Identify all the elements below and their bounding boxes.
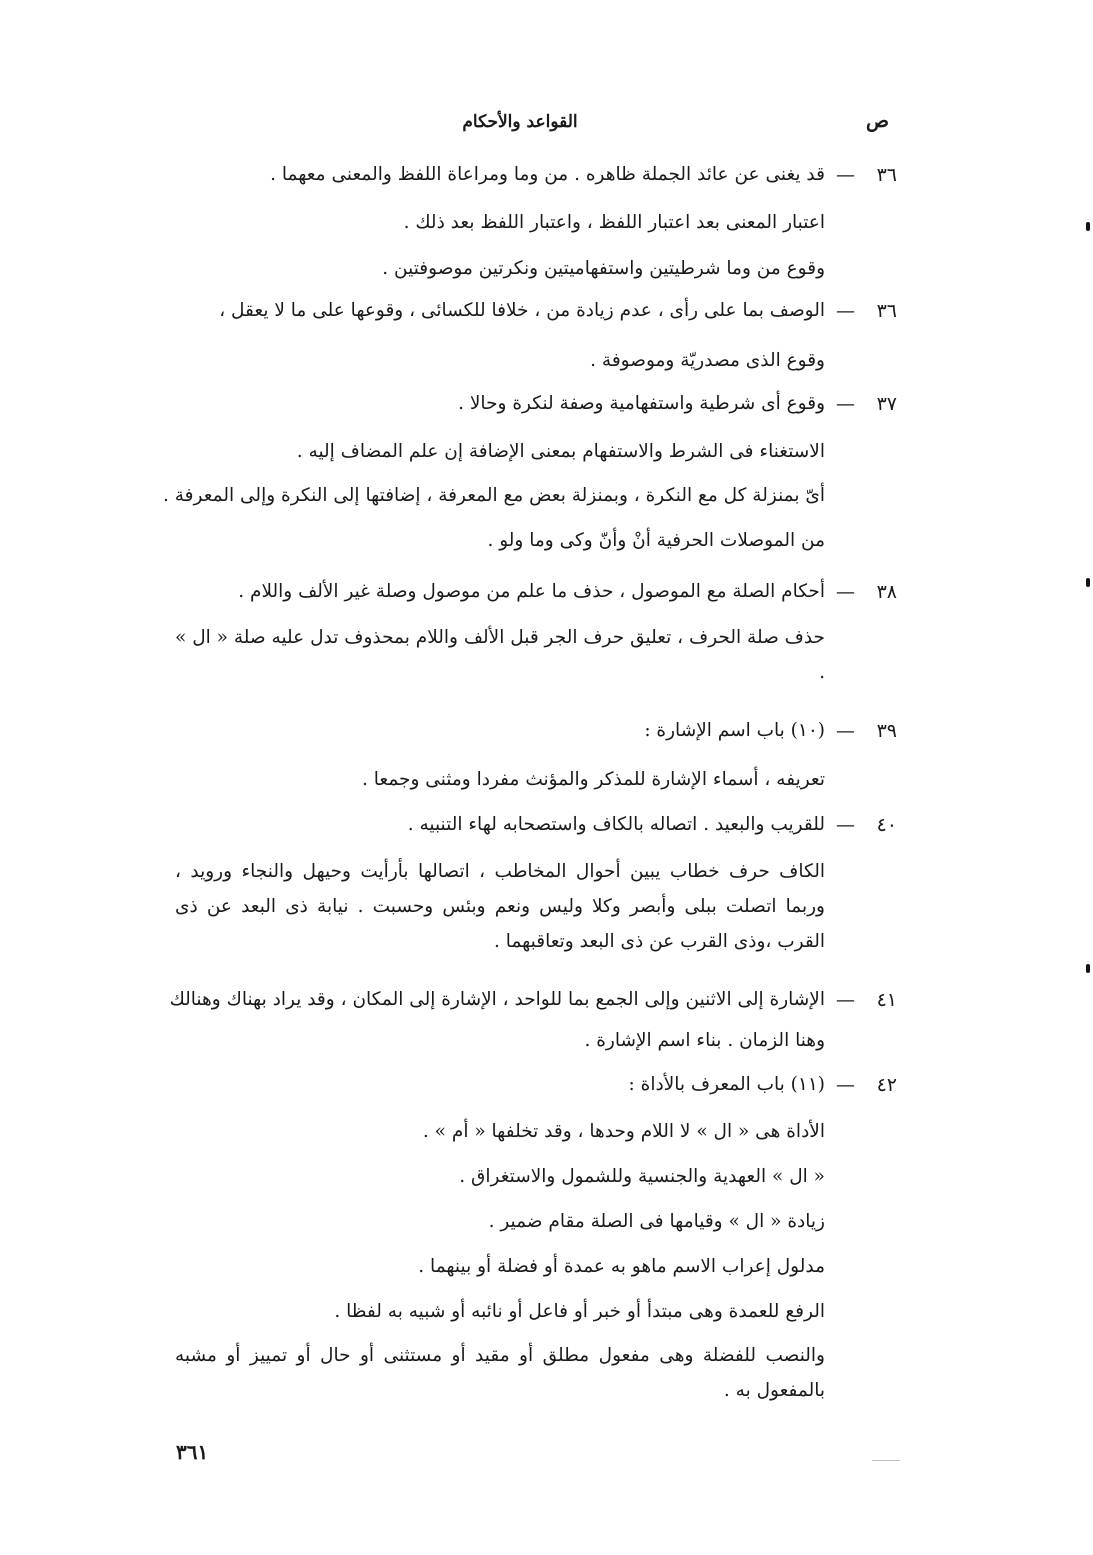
entry-line: وقوع الذى مصدريّة وموصوفة . — [590, 350, 825, 371]
entry-page-number: ٣٧ — [876, 393, 897, 415]
entry-line: اعتبار المعنى بعد اعتبار اللفظ ، واعتبار اللفظ بعد ذلك . — [403, 212, 825, 233]
entry-line: قد يغنى عن عائد الجملة ظاهره . من وما ومراعاة اللفظ والمعنى معهما . — [270, 164, 825, 185]
entry-dash: — — [836, 164, 855, 186]
entry-dash: — — [836, 720, 855, 742]
entry-dash: — — [836, 1074, 855, 1096]
entry-line: والنصب للفضلة وهى مفعول مطلق أو مقيد أو مستثنى أو حال أو تمييز أو مشبه بالمفعول به . — [175, 1345, 825, 1401]
page-folio: ٣٦١ — [176, 1440, 209, 1464]
entry-dash: — — [836, 300, 855, 322]
entry-line: الاستغناء فى الشرط والاستفهام بمعنى الإضافة إن علم المضاف إليه . — [296, 441, 825, 462]
entry-line: الكاف حرف خطاب يبين أحوال المخاطب ، اتصالها بأرأيت وحيهل والنجاء ورويد ، وربما اتصلت ببلى وأبصر وكلا وليس ونعم وبئس وحسبت . نيابة ذى البعد عن ذى القرب ،وذى القرب عن ذى البعد وتعاقبهما . — [175, 861, 825, 952]
index-entry — [172, 166, 897, 192]
index-entry — [172, 302, 897, 328]
entry-dash: — — [836, 393, 855, 415]
entry-line: تعريفه ، أسماء الإشارة للمذكر والمؤنث مفردا ومثنى وجمعا . — [362, 769, 825, 790]
index-entry — [172, 395, 897, 421]
page-column-label: ص — [866, 110, 889, 132]
entry-line: الوصف بما على رأى ، عدم زيادة من ، خلافا للكسائى ، وقوعها على ما لا يعقل ، — [219, 300, 825, 321]
entry-line: وقوع أى شرطية واستفهامية وصفة لنكرة وحالا . — [458, 393, 825, 414]
entry-page-number: ٣٨ — [876, 581, 897, 603]
index-entry — [172, 722, 897, 748]
entry-line: حذف صلة الحرف ، تعليق حرف الجر قبل الألف واللام بمحذوف تدل عليه صلة « ال » . — [175, 627, 825, 683]
entry-page-number: ٣٩ — [876, 720, 897, 742]
entry-line: الأداة هى « ال » لا اللام وحدها ، وقد تخلفها « أم » . — [422, 1121, 825, 1142]
entry-dash: — — [836, 581, 855, 603]
entry-line: للقريب والبعيد . اتصاله بالكاف واستصحابه لهاء التنبيه . — [407, 814, 825, 835]
index-entry — [172, 1076, 897, 1102]
entry-dash: — — [836, 989, 855, 1011]
scan-mark — [1086, 222, 1090, 231]
entry-line: « ال » العهدية والجنسية وللشمول والاستغراق . — [459, 1166, 825, 1187]
scan-speck — [872, 1460, 900, 1461]
entry-line: وهنا الزمان . بناء اسم الإشارة . — [584, 1030, 825, 1051]
index-entry — [172, 583, 897, 609]
entry-section-heading: (١٠) باب اسم الإشارة : — [644, 720, 825, 741]
entry-dash: — — [836, 814, 855, 836]
index-entry — [172, 816, 897, 842]
entry-line: وقوع من وما شرطيتين واستفهاميتين ونكرتين موصوفتين . — [382, 258, 825, 279]
entry-page-number: ٣٦ — [876, 164, 897, 186]
entry-line: زيادة « ال » وقيامها فى الصلة مقام ضمير . — [488, 1211, 825, 1232]
running-title: القواعد والأحكام — [462, 112, 578, 132]
entry-line: أىّ بمنزلة كل مع النكرة ، وبمنزلة بعض مع المعرفة ، إضافتها إلى النكرة وإلى المعرفة . — [163, 485, 825, 506]
entry-line: الرفع للعمدة وهى مبتدأ أو خبر أو فاعل أو نائبه أو شبيه به لفظا . — [334, 1301, 825, 1322]
scan-mark — [1086, 578, 1090, 587]
index-entry — [169, 989, 897, 1017]
entry-page-number: ٤٠ — [876, 814, 897, 836]
entry-line: مدلول إعراب الاسم ماهو به عمدة أو فضلة أو بينهما . — [418, 1256, 825, 1277]
entry-section-heading: (١١) باب المعرف بالأداة : — [628, 1074, 825, 1095]
entry-line: من الموصلات الحرفية أنْ وأنّ وكى وما ولو . — [487, 530, 825, 551]
entry-line: أحكام الصلة مع الموصول ، حذف ما علم من موصول وصلة غير الألف واللام . — [238, 581, 825, 602]
scan-mark — [1086, 964, 1090, 973]
entry-page-number: ٤١ — [876, 989, 897, 1011]
entry-page-number: ٤٢ — [876, 1074, 897, 1096]
entry-page-number: ٣٦ — [876, 300, 897, 322]
entry-line: الإشارة إلى الاثنين وإلى الجمع بما للواحد ، الإشارة إلى المكان ، وقد يراد بهناك وهنالك — [169, 989, 825, 1010]
